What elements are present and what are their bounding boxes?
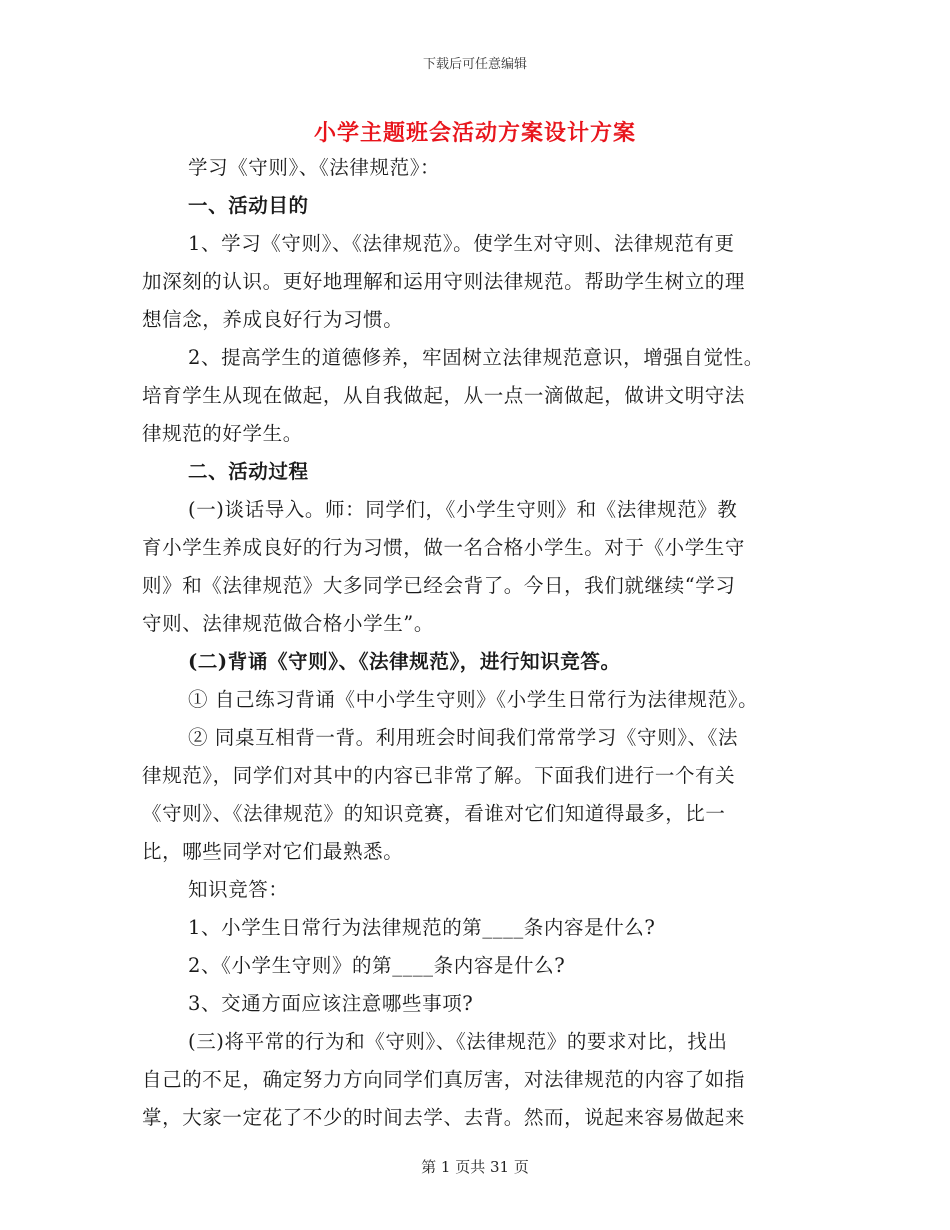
paragraph-line: 想信念，养成良好行为习惯。 (142, 308, 404, 331)
quiz-question: 3、交通方面应该注意哪些事项? (188, 992, 474, 1015)
document-body (142, 149, 802, 1137)
quiz-heading: 知识竞答： (188, 878, 289, 901)
quiz-question: 2、《小学生守则》的第____条内容是什么? (188, 954, 566, 977)
page-footer: 第 1 页共 31 页 (421, 1158, 529, 1176)
paragraph-line: (三)将平常的行为和《守则》、《法律规范》的要求对比，找出 (188, 1030, 728, 1053)
paragraph-line: 1、学习《守则》、《法律规范》。使学生对守则、法律规范有更 (188, 232, 735, 255)
paragraph-line: ② 同桌互相背一背。利用班会时间我们常常学习《守则》、《法 (188, 726, 739, 749)
paragraph-line: (一)谈话导入。师：同学们，《小学生守则》和《法律规范》教 (188, 498, 738, 521)
quiz-question: 1、小学生日常行为法律规范的第____条内容是什么? (188, 916, 656, 939)
document-title: 小学主题班会活动方案设计方案 (313, 120, 636, 146)
paragraph-line: 则》和《法律规范》大多同学已经会背了。今日，我们就继续“学习 (142, 574, 736, 597)
subsection-heading: (二)背诵《守则》、《法律规范》，进行知识竞答。 (188, 650, 621, 673)
paragraph-line: 育小学生养成良好的行为习惯，做一名合格小学生。对于《小学生守 (142, 536, 746, 559)
paragraph-line: ① 自己练习背诵《中小学生守则》《小学生日常行为法律规范》。 (188, 688, 759, 711)
intro-line: 学习《守则》、《法律规范》： (188, 156, 441, 179)
paragraph-line: 自己的不足，确定努力方向同学们真厉害，对法律规范的内容了如指 (142, 1068, 746, 1091)
paragraph-line: 比，哪些同学对它们最熟悉。 (142, 840, 404, 863)
paragraph-line: 律规范的好学生。 (142, 422, 303, 445)
paragraph-line: 加深刻的认识。更好地理解和运用守则法律规范。帮助学生树立的理 (142, 270, 746, 293)
paragraph-line: 培育学生从现在做起，从自我做起，从一点一滴做起，做讲文明守法 (142, 384, 746, 407)
paragraph-line: 守则、法律规范做合格小学生”。 (142, 612, 434, 635)
section-heading-purpose: 一、活动目的 (188, 194, 309, 217)
paragraph-line: 掌，大家一定花了不少的时间去学、去背。然而，说起来容易做起来 (142, 1106, 746, 1129)
header-note: 下载后可任意编辑 (422, 57, 527, 72)
section-heading-process: 二、活动过程 (188, 460, 309, 483)
paragraph-line: 2、提高学生的道德修养，牢固树立法律规范意识，增强自觉性。 (188, 346, 764, 369)
paragraph-line: 律规范》，同学们对其中的内容已非常了解。下面我们进行一个有关 (142, 764, 736, 787)
paragraph-line: 《守则》、《法律规范》的知识竞赛，看谁对它们知道得最多，比一 (142, 802, 726, 825)
